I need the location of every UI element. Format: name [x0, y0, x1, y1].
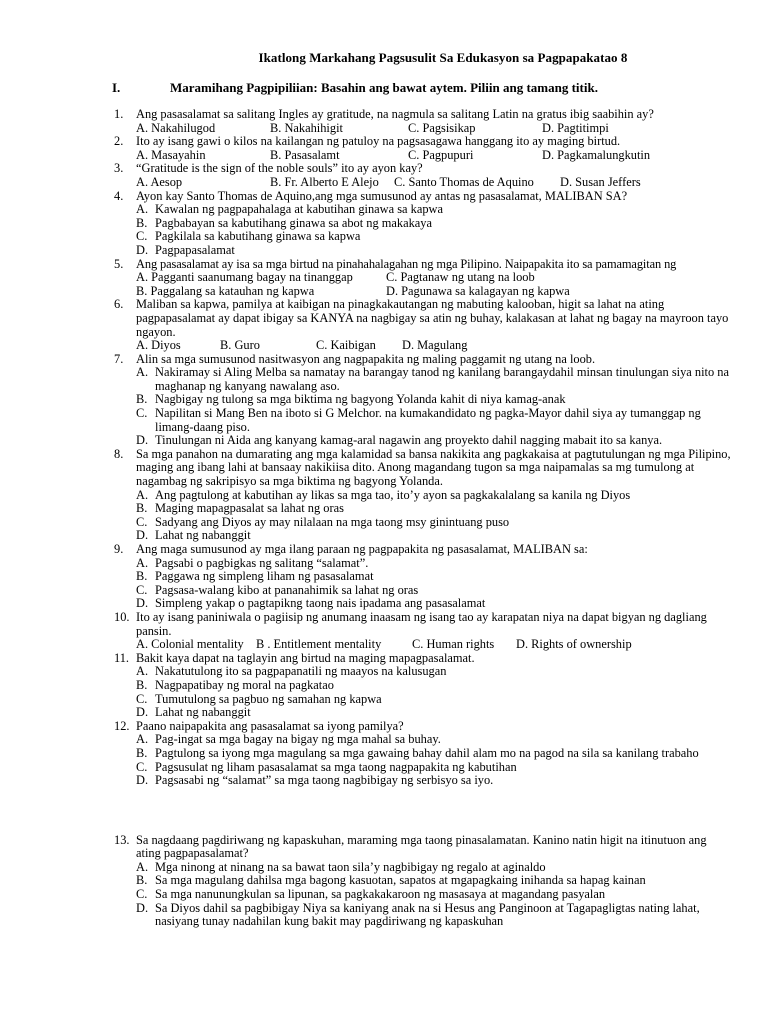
option-b[interactable]: [114, 747, 732, 761]
option-text: Sadyang ang Diyos ay may nilalaan na mga taong msy ginintuang puso: [155, 514, 510, 529]
option-letter: B.: [136, 501, 148, 516]
option-a[interactable]: A. Colonial mentality: [136, 637, 244, 652]
question-text: Ang pasasalamat ay isa sa mga birtud na pinahahalagahan ng mga Pilipino. Naipapakita ito sa pamamagitan ng: [136, 256, 677, 271]
option-letter: A.: [136, 732, 149, 747]
option-b[interactable]: [114, 502, 732, 516]
option-letter: D.: [136, 773, 149, 788]
option-letter: B.: [136, 215, 148, 230]
question-list: [114, 108, 732, 929]
option-c[interactable]: [114, 693, 732, 707]
option-letter: A.: [136, 487, 149, 502]
option-letter: A.: [136, 664, 149, 679]
question-number: 10.: [114, 609, 130, 624]
option-text: Nakatutulong ito sa pagpapanatili ng maayos na kalusugan: [155, 664, 447, 679]
option-c[interactable]: C. Santo Thomas de Aquino: [394, 174, 534, 189]
option-a[interactable]: A. Pagganti saanumang bagay na tinanggap: [136, 270, 353, 285]
option-c[interactable]: C. Kaibigan: [316, 338, 376, 353]
question-number: 12.: [114, 718, 130, 733]
question-5-options-row-2: [114, 285, 732, 299]
option-letter: D.: [136, 900, 149, 915]
question-13: [114, 834, 732, 861]
option-letter: B.: [136, 677, 148, 692]
option-text: Kawalan ng pagpapahalaga at kabutihan ginawa sa kapwa: [155, 202, 443, 217]
question-6-options: [114, 339, 732, 353]
option-d[interactable]: [114, 597, 732, 611]
option-text: Pag-ingat sa mga bagay na bigay ng mga mahal sa buhay.: [155, 732, 441, 747]
option-letter: C.: [136, 887, 148, 902]
option-text: Maging mapagpasalat sa lahat ng oras: [155, 501, 344, 516]
option-letter: A.: [136, 202, 149, 217]
option-letter: B.: [136, 873, 148, 888]
option-letter: C.: [136, 759, 148, 774]
question-number: 3.: [114, 161, 124, 176]
option-a[interactable]: [114, 665, 732, 679]
option-letter: B.: [136, 745, 148, 760]
section-number: I.: [112, 80, 121, 95]
option-text: Nagpapatibay ng moral na pagkatao: [155, 677, 334, 692]
question-10-options: [114, 638, 732, 652]
option-b[interactable]: [114, 874, 732, 888]
question-3: [114, 162, 732, 176]
question-text: “Gratitude is the sign of the noble souls” ito ay ayon kay?: [136, 161, 423, 176]
option-c[interactable]: [114, 761, 732, 775]
option-d[interactable]: D. Magulang: [402, 338, 468, 353]
option-a[interactable]: A. Aesop: [136, 174, 183, 189]
option-letter: D.: [136, 596, 149, 611]
option-a[interactable]: A. Nakahilugod: [136, 120, 216, 135]
option-d[interactable]: [114, 706, 732, 720]
exam-title: Ikatlong Markahang Pagsusulit Sa Edukasyon sa Pagpapakatao 8: [258, 50, 628, 65]
blank-space: [114, 788, 732, 834]
section-heading: [112, 80, 732, 96]
option-d[interactable]: D. Pagkamalungkutin: [542, 147, 651, 162]
question-2: [114, 135, 732, 149]
option-letter: D.: [136, 705, 149, 720]
option-c[interactable]: [114, 407, 732, 434]
option-text: Pagsusulat ng liham pasasalamat sa mga taong nagpapakita ng kabutihan: [155, 759, 517, 774]
option-a[interactable]: [114, 489, 732, 503]
option-a[interactable]: [114, 733, 732, 747]
question-number: 2.: [114, 134, 124, 149]
question-10: [114, 611, 732, 638]
option-text: Pagsasabi ng “salamat” sa mga taong nagbibigay ng serbisyo sa iyo.: [155, 773, 494, 788]
question-5-options-row-1: [114, 271, 732, 285]
option-letter: D.: [136, 528, 149, 543]
option-text: Paggawa ng simpleng liham ng pasasalamat: [155, 569, 374, 584]
option-d[interactable]: D. Susan Jeffers: [560, 174, 641, 189]
option-letter: B.: [136, 569, 148, 584]
option-b[interactable]: B. Guro: [220, 338, 260, 353]
question-number: 13.: [114, 832, 130, 847]
question-4: [114, 190, 732, 204]
option-text: Mga ninong at ninang na sa bawat taon sila’y nagbibigay ng regalo at aginaldo: [155, 859, 546, 874]
option-letter: A.: [136, 859, 149, 874]
option-a[interactable]: [114, 366, 732, 393]
option-text: Pagpapasalamat: [155, 242, 235, 257]
question-text: Sa nagdaang pagdiriwang ng kapaskuhan, maraming mga taong pinasalamatan. Kanino natin higit na itinutuon ang ating pagpapasalamat?: [136, 832, 707, 861]
option-text: Nakiramay si Aling Melba sa namatay na barangay tanod ng kanilang barangaydahil minsan tinulungan siya nito na maghanap ng kanyang nawalang aso.: [155, 365, 729, 393]
question-11: [114, 652, 732, 666]
option-b[interactable]: B . Entitlement mentality: [256, 637, 382, 652]
option-a[interactable]: A. Diyos: [136, 338, 181, 353]
option-text: Pagtulong sa iyong mga magulang sa mga gawaing bahay dahil alam mo na pagod na sila sa kanilang trabaho: [155, 745, 699, 760]
option-letter: D.: [136, 433, 149, 448]
option-d[interactable]: [114, 529, 732, 543]
option-d[interactable]: D. Pagunawa sa kalagayan ng kapwa: [386, 283, 570, 298]
option-text: Sa mga nanunungkulan sa lipunan, sa pagkakakaroon ng masasaya at magandang pasyalan: [155, 887, 606, 902]
option-c[interactable]: [114, 516, 732, 530]
option-a[interactable]: [114, 861, 732, 875]
question-12: [114, 720, 732, 734]
question-6: [114, 298, 732, 339]
option-letter: A.: [136, 555, 149, 570]
option-letter: D.: [136, 242, 149, 257]
option-d[interactable]: [114, 434, 732, 448]
option-text: Lahat ng nabanggit: [155, 528, 251, 543]
question-8: [114, 448, 732, 489]
question-text: Bakit kaya dapat na taglayin ang birtud na maging mapagpasalamat.: [136, 650, 475, 665]
option-b[interactable]: B. Nakahihigit: [270, 120, 343, 135]
question-number: 6.: [114, 297, 124, 312]
option-b[interactable]: [114, 679, 732, 693]
option-c[interactable]: C. Pagsisikap: [408, 120, 476, 135]
option-a[interactable]: [114, 557, 732, 571]
option-letter: C.: [136, 229, 148, 244]
option-c[interactable]: [114, 584, 732, 598]
question-text: Paano naipapakita ang pasasalamat sa iyong pamilya?: [136, 718, 404, 733]
question-number: 4.: [114, 188, 124, 203]
option-d[interactable]: D. Pagtitimpi: [542, 120, 609, 135]
option-c[interactable]: [114, 230, 732, 244]
question-number: 9.: [114, 542, 124, 556]
question-9: [114, 543, 732, 557]
option-d[interactable]: [114, 244, 732, 258]
option-c[interactable]: [114, 888, 732, 902]
question-2-options: [114, 149, 732, 163]
option-d[interactable]: D. Rights of ownership: [516, 637, 632, 652]
option-text: Simpleng yakap o pagtapikng taong nais ipadama ang pasasalamat: [155, 596, 486, 611]
question-text: Sa mga panahon na dumarating ang mga kalamidad sa bansa nakikita ang pagkakaisa at pagtutulungan ng mga Pilipino, maging ang ibang lahi at bansaay nakikiisa dito. Anong magandang tugon sa mga naipamalas sa mg tumulong at nagambag ng sakripisyo sa mga biktima ng bagyong Yolanda.: [136, 446, 731, 489]
option-text: Pagbabayan sa kabutihang ginawa sa abot ng makakaya: [155, 215, 432, 230]
option-b[interactable]: B. Pasasalamt: [270, 147, 340, 162]
option-letter: C.: [136, 691, 148, 706]
option-text: Pagsabi o pagbigkas ng salitang “salamat”.: [155, 555, 369, 570]
question-text: Ito ay isang paniniwala o pagiisip ng anumang inaasam ng isang tao ay karapatan niya na dapat bigyan ng dagliang pansin.: [136, 609, 707, 638]
option-b[interactable]: [114, 393, 732, 407]
option-text: Pagkilala sa kabutihang ginawa sa kapwa: [155, 229, 361, 244]
option-c[interactable]: C. Pagpupuri: [408, 147, 474, 162]
section-instructions: Maramihang Pagpipiliian: Basahin ang bawat aytem. Piliin ang tamang titik.: [170, 80, 598, 95]
option-text: Lahat ng nabanggit: [155, 705, 251, 720]
option-a[interactable]: A. Masayahin: [136, 147, 206, 162]
question-1: [114, 108, 732, 122]
question-number: 5.: [114, 256, 124, 271]
option-text: Ang pagtulong at kabutihan ay likas sa mga tao, ito’y ayon sa pagkakalalang sa kanila ng Diyos: [155, 487, 631, 502]
question-1-options: [114, 122, 732, 136]
option-b[interactable]: [114, 570, 732, 584]
question-number: 7.: [114, 351, 124, 366]
option-text: Pagsasa-walang kibo at pananahimik sa lahat ng oras: [155, 582, 419, 597]
question-text: Ayon kay Santo Thomas de Aquino,ang mga sumusunod ay antas ng pasasalamat, MALIBAN SA?: [136, 188, 628, 203]
option-text: Tinulungan ni Aida ang kanyang kamag-aral nagawin ang proyekto dahil nagging mabait ito sa kanya.: [155, 433, 663, 448]
option-c[interactable]: C. Pagtanaw ng utang na loob: [386, 270, 535, 285]
question-text: Ito ay isang gawi o kilos na kailangan ng patuloy na pagsasagawa hanggang ito ay maging birtud.: [136, 134, 621, 149]
option-d[interactable]: [114, 774, 732, 788]
question-number: 1.: [114, 107, 124, 121]
question-5: [114, 258, 732, 272]
question-text: Ang pasasalamat sa salitang Ingles ay gratitude, na nagmula sa salitang Latin na gratus ibig saabihin ay?: [136, 107, 654, 121]
option-text: Sa mga magulang dahilsa mga bagong kasuotan, sapatos at mgapagkaing inihanda sa hapag kainan: [155, 873, 646, 888]
option-b[interactable]: B. Paggalang sa katauhan ng kapwa: [136, 283, 315, 298]
option-a[interactable]: [114, 203, 732, 217]
option-letter: B.: [136, 392, 148, 407]
option-letter: C.: [136, 514, 148, 529]
option-letter: C.: [136, 406, 148, 421]
question-7: [114, 353, 732, 367]
option-b[interactable]: [114, 217, 732, 231]
option-b[interactable]: B. Fr. Alberto E Alejo: [270, 174, 379, 189]
option-text: Sa Diyos dahil sa pagbibigay Niya sa kaniyang anak na si Hesus ang Panginoon at Tagapagligtas nating lahat, nasiyang tunay nadahilan kung bakit may pagdiriwang ng kapaskuhan: [155, 900, 700, 929]
option-c[interactable]: C. Human rights: [412, 637, 495, 652]
option-text: Tumutulong sa pagbuo ng samahan ng kapwa: [155, 691, 382, 706]
option-letter: A.: [136, 365, 149, 380]
option-letter: C.: [136, 582, 148, 597]
question-text: Ang maga sumusunod ay mga ilang paraan ng pagpapakita ng pasasalamat, MALIBAN sa:: [136, 542, 588, 556]
question-3-options: [114, 176, 732, 190]
option-text: Nagbigay ng tulong sa mga biktima ng bagyong Yolanda kahit di niya kamag-anak: [155, 392, 566, 407]
question-number: 8.: [114, 446, 124, 461]
question-text: Alin sa mga sumusunod nasitwasyon ang nagpapakita ng maling paggamit ng utang na loob.: [136, 351, 596, 366]
option-d[interactable]: [114, 902, 732, 929]
question-number: 11.: [114, 650, 130, 665]
question-text: Maliban sa kapwa, pamilya at kaibigan na pinagkakautangan ng mabuting kalooban, higit sa lahat na ating pagpapasalamat ay dapat ibigay sa KANYA na nagbigay sa atin ng buhay, kalakasan at lahat ng bagay na mayroon tayo ngayon.: [136, 297, 729, 339]
option-text: Napilitan si Mang Ben na iboto si G Melchor. na kumakandidato ng pagka-Mayor dahil siya ay tumanggap ng limang-daang piso.: [155, 406, 701, 434]
